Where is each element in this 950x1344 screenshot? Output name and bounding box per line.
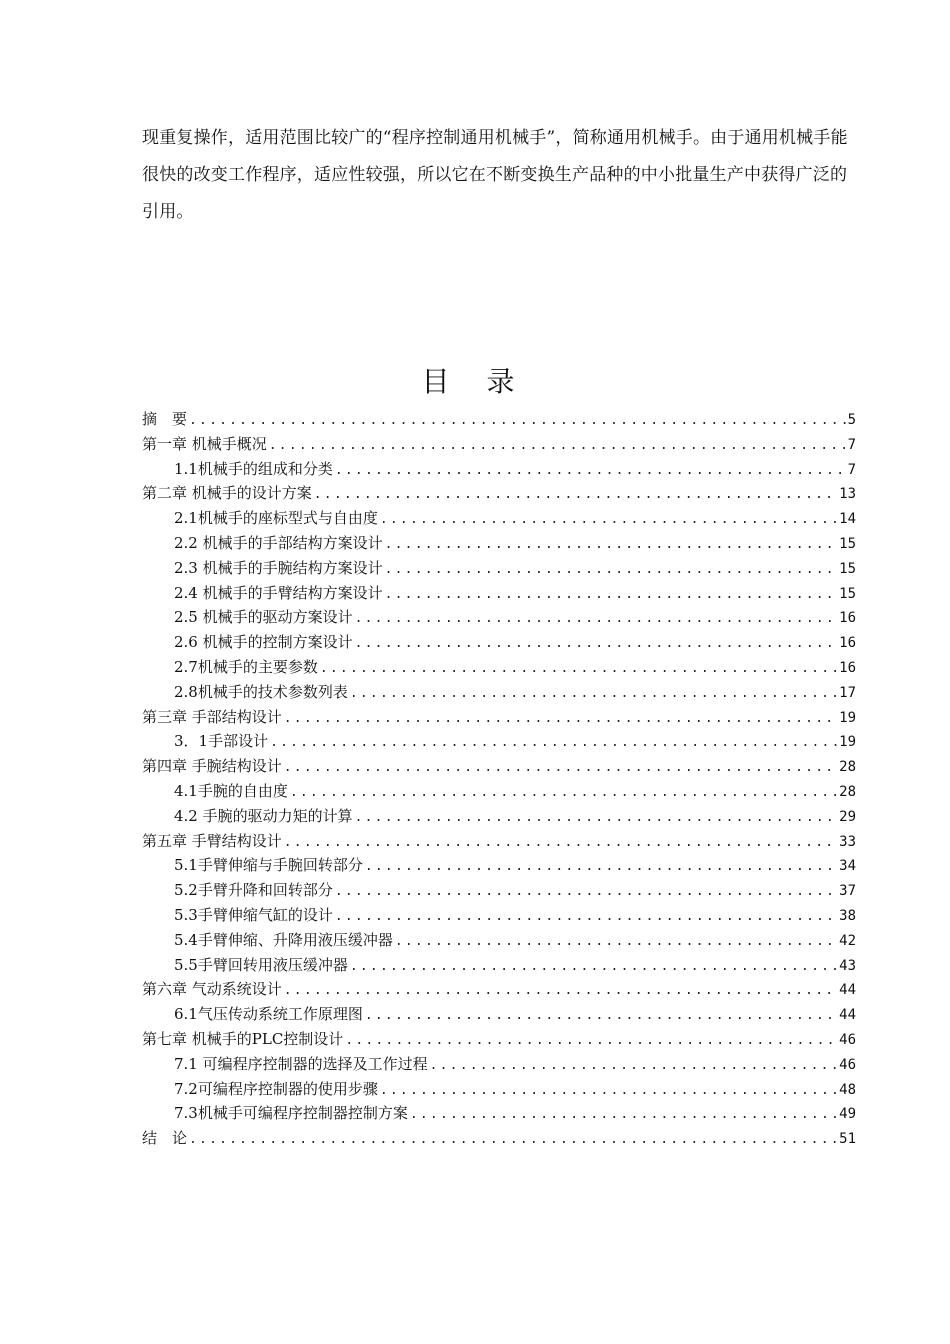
toc-entry-page-number: 46 xyxy=(839,1056,856,1073)
toc-entry-page-number: 43 xyxy=(839,957,856,974)
toc-entry-label: 4.2 手腕的驱动力矩的计算 xyxy=(174,806,353,825)
toc-dot-leader xyxy=(385,533,838,558)
toc-entry-label: 2.4 机械手的手臂结构方案设计 xyxy=(174,583,383,602)
toc-dot-leader xyxy=(380,1079,837,1104)
toc-dot-leader xyxy=(270,731,837,756)
toc-entry-label: 第七章 机械手的PLC控制设计 xyxy=(142,1029,344,1048)
toc-dot-leader xyxy=(284,831,837,856)
toc-entry-page-number: 17 xyxy=(839,684,856,701)
toc-entry[interactable] xyxy=(142,953,856,978)
toc-dot-leader xyxy=(410,1103,837,1128)
toc-entry[interactable] xyxy=(142,1126,856,1151)
toc-entry-page-number: 15 xyxy=(839,535,856,552)
toc-entry-page-number: 5 xyxy=(847,412,856,428)
toc-entry[interactable] xyxy=(142,432,856,457)
toc-entry[interactable] xyxy=(142,1101,856,1126)
toc-entry[interactable] xyxy=(142,928,856,953)
toc-entry-label: 5.4手臂伸缩、升降用液压缓冲器 xyxy=(174,930,393,949)
toc-entry-label: 7.3机械手可编程序控制器控制方案 xyxy=(174,1104,408,1123)
toc-entry[interactable] xyxy=(142,655,856,680)
toc-dot-leader xyxy=(365,1004,837,1029)
toc-entry[interactable] xyxy=(142,903,856,928)
toc-entry-label: 第五章 手臂结构设计 xyxy=(142,831,282,850)
toc-dot-leader xyxy=(284,707,837,732)
toc-dot-leader xyxy=(320,657,837,682)
toc-entry-label: 2.2 机械手的手部结构方案设计 xyxy=(174,533,383,552)
toc-entry[interactable] xyxy=(142,754,856,779)
toc-dot-leader xyxy=(365,855,837,880)
toc-entry-page-number: 33 xyxy=(839,833,856,850)
toc-entry[interactable] xyxy=(142,878,856,903)
toc-entry-label: 2.5 机械手的驱动方案设计 xyxy=(174,608,353,627)
toc-entry-page-number: 34 xyxy=(839,858,856,875)
toc-entry-label: 5.5手臂回转用液压缓冲器 xyxy=(174,955,348,974)
toc-entry-page-number: 37 xyxy=(839,883,856,900)
toc-entry-page-number: 16 xyxy=(839,659,856,676)
toc-entry[interactable] xyxy=(142,804,856,829)
toc-entry-label: 5.1手臂伸缩与手腕回转部分 xyxy=(174,856,363,875)
toc-entry-label: 2.7机械手的主要参数 xyxy=(174,657,318,676)
toc-entry-label: 7.2可编程序控制器的使用步骤 xyxy=(174,1079,378,1098)
toc-entry[interactable] xyxy=(142,1002,856,1027)
toc-dot-leader xyxy=(284,756,837,781)
toc-entry-page-number: 51 xyxy=(839,1131,856,1148)
toc-entry[interactable] xyxy=(142,1027,856,1052)
toc-entry-page-number: 28 xyxy=(839,783,856,800)
toc-entry[interactable] xyxy=(142,531,856,556)
toc-entry-label: 4.1手腕的自由度 xyxy=(174,781,288,800)
toc-entry-label: 结 论 xyxy=(142,1129,188,1148)
toc-entry[interactable] xyxy=(142,705,856,730)
toc-entry-label: 6.1气压传动系统工作原理图 xyxy=(174,1005,363,1024)
toc-dot-leader xyxy=(269,434,846,459)
toc-entry-label: 第六章 气动系统设计 xyxy=(142,980,282,999)
toc-entry-page-number: 15 xyxy=(839,585,856,602)
toc-entry[interactable] xyxy=(142,1077,856,1102)
toc-dot-leader xyxy=(314,483,837,508)
toc-entry-page-number: 38 xyxy=(839,907,856,924)
toc-entry[interactable] xyxy=(142,556,856,581)
toc-entry-page-number: 46 xyxy=(839,1031,856,1048)
toc-entry[interactable] xyxy=(142,977,856,1002)
toc-entry-page-number: 44 xyxy=(839,982,856,999)
toc-entry[interactable] xyxy=(142,680,856,705)
toc-entry-label: 2.3 机械手的手腕结构方案设计 xyxy=(174,558,383,577)
toc-entry[interactable] xyxy=(142,829,856,854)
toc-entry[interactable] xyxy=(142,630,856,655)
toc-entry-page-number: 49 xyxy=(839,1106,856,1123)
intro-paragraph-block xyxy=(142,120,856,231)
toc-entry[interactable] xyxy=(142,481,856,506)
toc-entry-page-number: 13 xyxy=(839,486,856,503)
toc-entry-page-number: 7 xyxy=(847,461,856,478)
toc-dot-leader xyxy=(385,558,838,583)
toc-entry-page-number: 15 xyxy=(839,560,856,577)
toc-entry-label: 第四章 手腕结构设计 xyxy=(142,757,282,776)
toc-entry-label: 5.3手臂伸缩气缸的设计 xyxy=(174,905,333,924)
toc-entry-page-number: 14 xyxy=(839,511,856,528)
toc-dot-leader xyxy=(335,880,837,905)
toc-entry-label: 2.8机械手的技术参数列表 xyxy=(174,682,348,701)
toc-entry[interactable] xyxy=(142,605,856,630)
toc-entry-label: 第一章 机械手概况 xyxy=(142,434,267,453)
toc-dot-leader xyxy=(345,1029,837,1054)
toc-title: 目 录 xyxy=(421,365,529,398)
toc-dot-leader xyxy=(355,607,838,632)
toc-dot-leader xyxy=(284,979,837,1004)
toc-entry-page-number: 19 xyxy=(839,734,856,751)
toc-entry-label: 7.1 可编程序控制器的选择及工作过程 xyxy=(174,1054,428,1073)
toc-dot-leader xyxy=(355,632,838,657)
toc-entry-page-number: 48 xyxy=(839,1081,856,1098)
toc-entry-page-number: 19 xyxy=(839,709,856,726)
toc-dot-leader xyxy=(189,409,846,434)
toc-entry-page-number: 44 xyxy=(839,1007,856,1024)
toc-entry[interactable] xyxy=(142,779,856,804)
toc-entry[interactable] xyxy=(142,457,856,482)
toc-entry-label: 3．1手部设计 xyxy=(174,732,269,751)
toc-entry-page-number: 42 xyxy=(839,932,856,949)
toc-entry[interactable] xyxy=(142,729,856,754)
toc-dot-leader xyxy=(189,1128,837,1153)
toc-entry-label: 5.2手臂升降和回转部分 xyxy=(174,881,333,900)
toc-entry-page-number: 28 xyxy=(839,759,856,776)
toc-entry[interactable] xyxy=(142,407,856,432)
toc-entry-label: 第二章 机械手的设计方案 xyxy=(142,484,312,503)
toc-entry-label: 摘 要 xyxy=(142,410,188,428)
toc-dot-leader xyxy=(350,682,837,707)
intro-paragraph: 现重复操作，适用范围比较广的“程序控制通用机械手”，简称通用机械手。由于通用机械手能很快的改变工作程序，适应性较强，所以它在不断变换生产品种的中小批量生产中获得广泛的引用。 xyxy=(142,128,848,222)
toc-dot-leader xyxy=(380,508,837,533)
toc-entry[interactable] xyxy=(142,506,856,531)
toc-dot-leader xyxy=(355,806,838,831)
toc-entry-page-number: 29 xyxy=(839,808,856,825)
table-of-contents xyxy=(142,407,856,1151)
toc-entry[interactable] xyxy=(142,853,856,878)
toc-entry-label: 第三章 手部结构设计 xyxy=(142,707,282,726)
toc-dot-leader xyxy=(430,1054,838,1079)
toc-dot-leader xyxy=(335,459,846,484)
toc-entry-label: 1.1机械手的组成和分类 xyxy=(174,459,333,478)
toc-dot-leader xyxy=(290,781,837,806)
toc-dot-leader xyxy=(385,583,838,608)
toc-dot-leader xyxy=(335,905,837,930)
toc-entry-label: 2.1机械手的座标型式与自由度 xyxy=(174,509,378,528)
toc-entry-page-number: 7 xyxy=(847,436,856,453)
toc-entry[interactable] xyxy=(142,581,856,606)
toc-entry-page-number: 16 xyxy=(839,635,856,652)
toc-dot-leader xyxy=(350,955,837,980)
toc-entry[interactable] xyxy=(142,1052,856,1077)
toc-entry-label: 2.6 机械手的控制方案设计 xyxy=(174,633,353,652)
toc-dot-leader xyxy=(395,930,837,955)
toc-entry-page-number: 16 xyxy=(839,610,856,627)
